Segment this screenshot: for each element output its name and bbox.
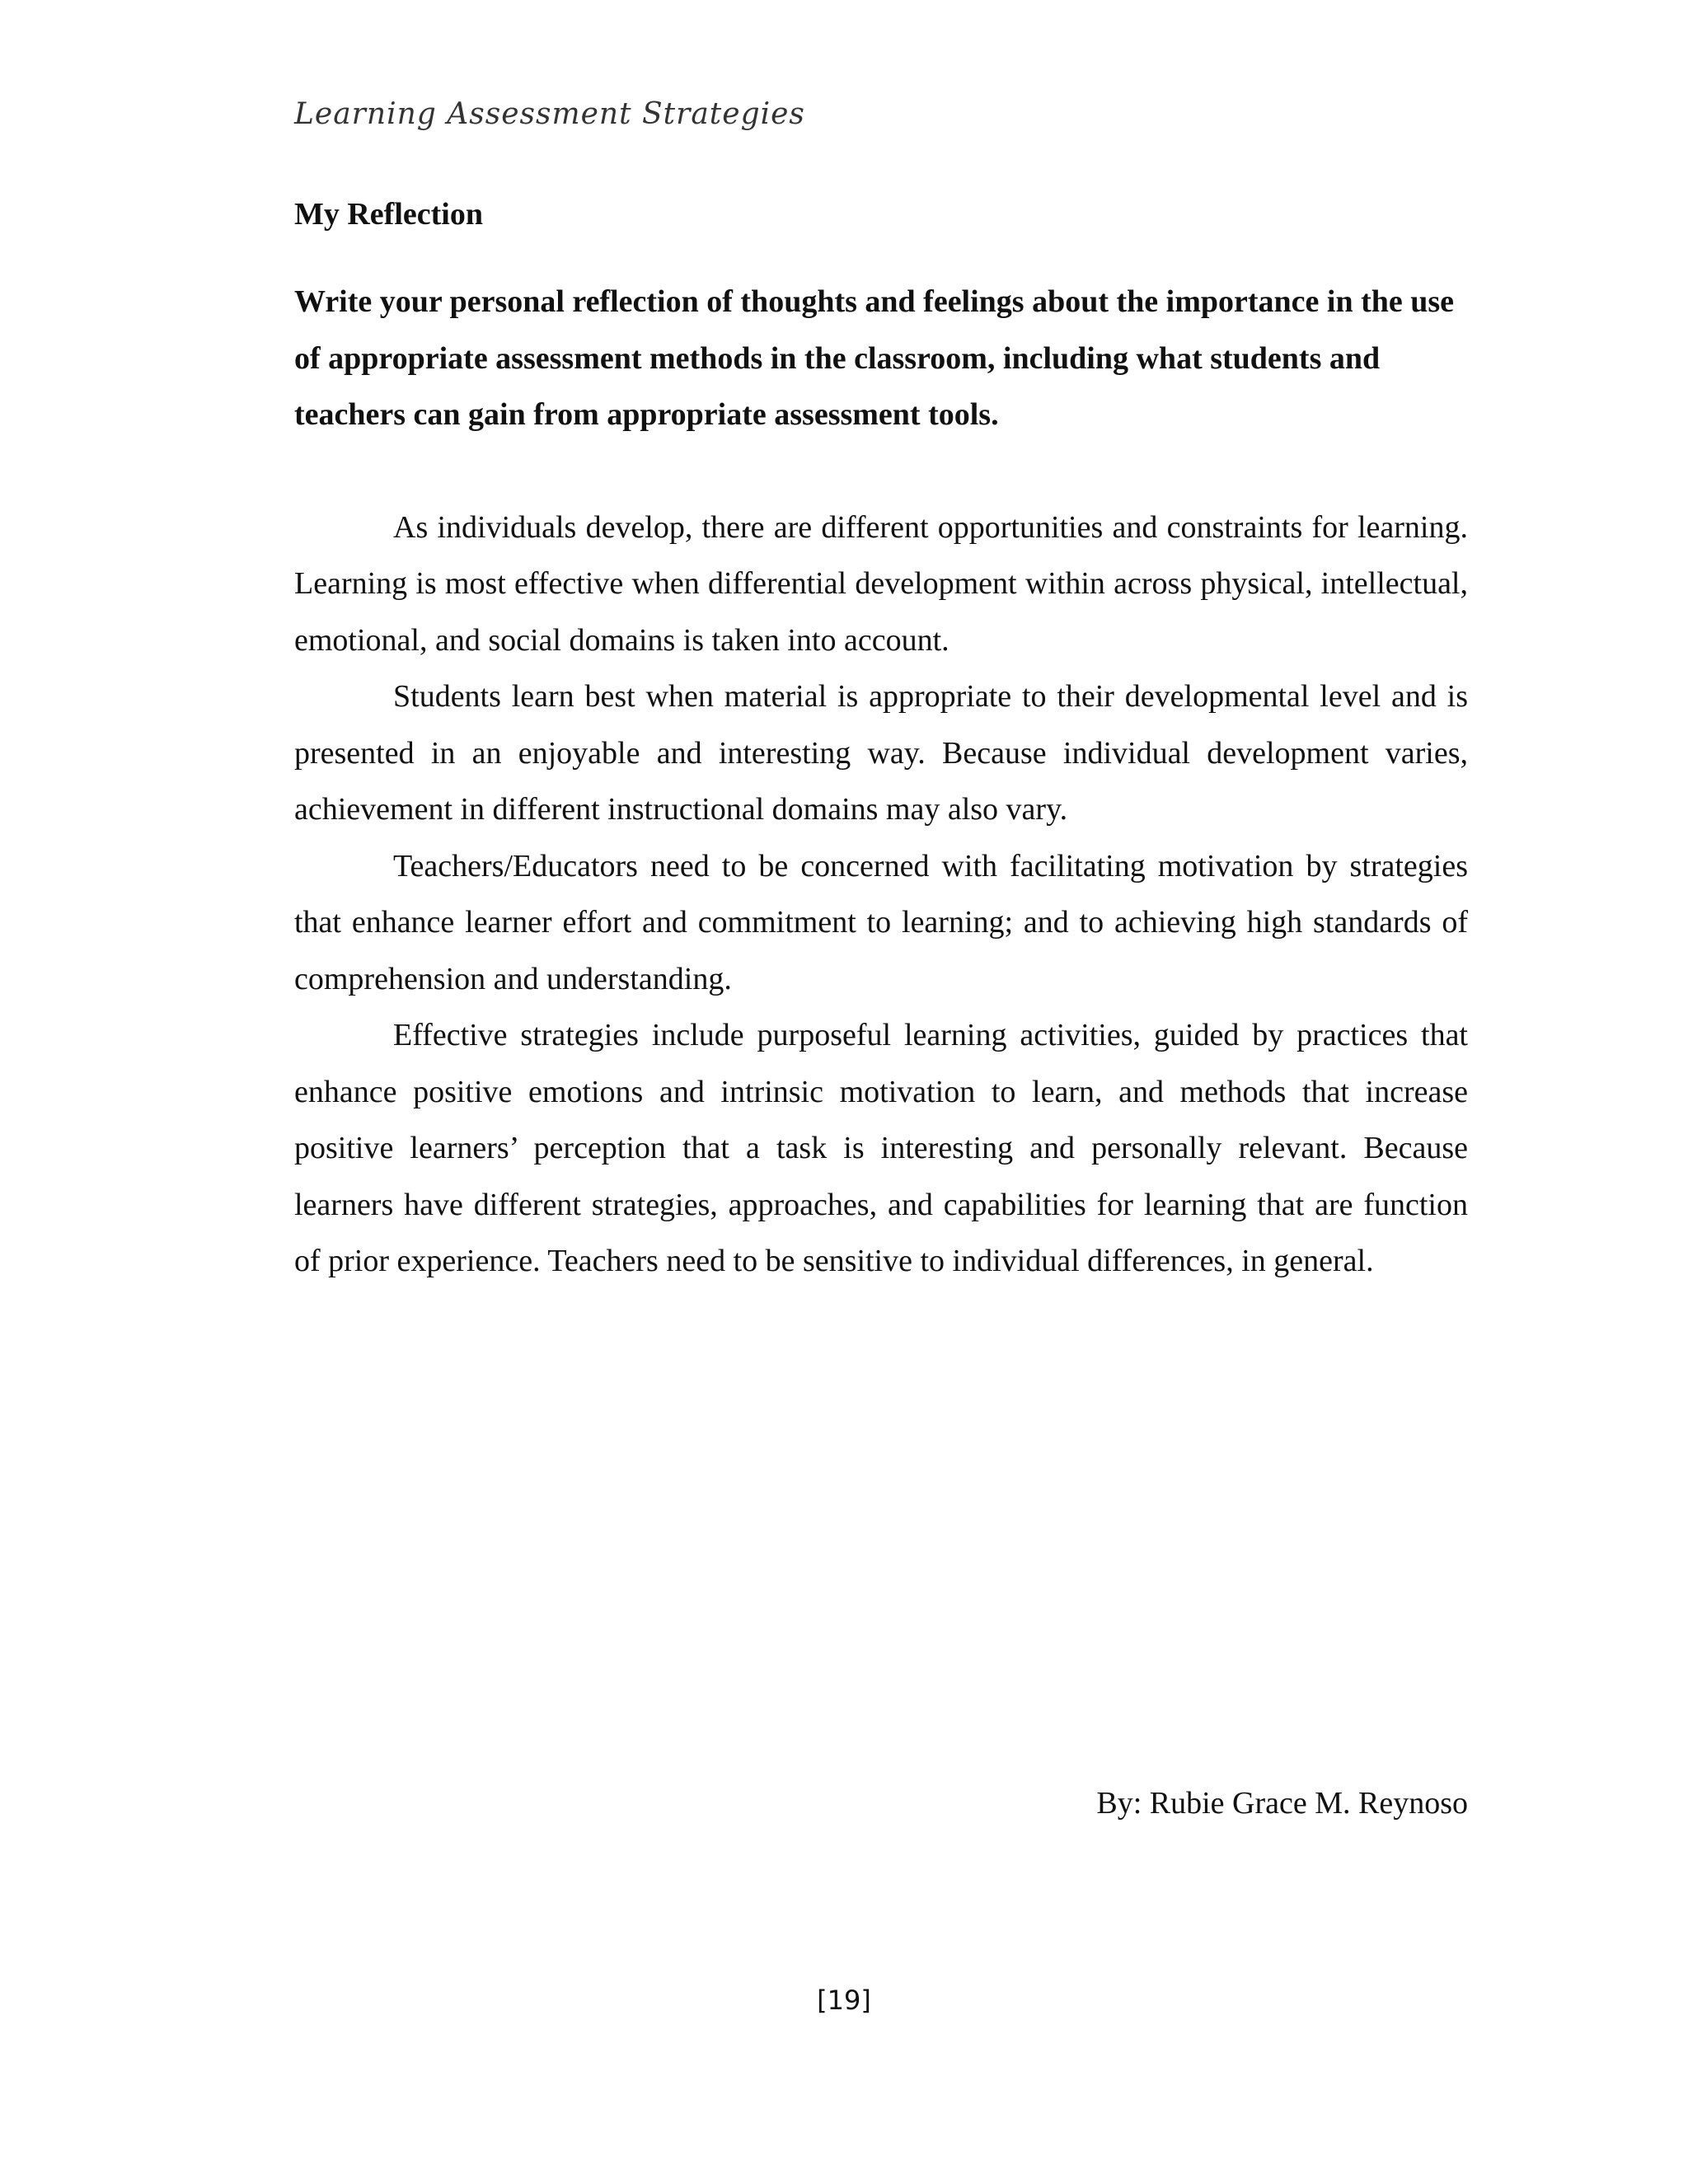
paragraph: Students learn best when material is appropriate to their developmental level and is presented in an enjoyable and interesting way. Because individual development varies, achievement in different instructional domains may also vary. xyxy=(294,679,1468,827)
page-number: [19] xyxy=(817,1985,871,2016)
paragraph: As individuals develop, there are different opportunities and constraints for learning. Learning is most effective when differential development within across physical, intellectual, emotional, and social domains is taken into account. xyxy=(294,509,1468,658)
reflection-body xyxy=(294,499,1468,1290)
running-header: Learning Assessment Strategies xyxy=(294,97,805,131)
section-title: My Reflection xyxy=(294,197,483,232)
paragraph: Effective strategies include purposeful learning activities, guided by practices that enhance positive emotions and intrinsic motivation to learn, and methods that increase positive learners’ perception that a task is interesting and personally relevant. Because learners have different strategies, approaches, and capabilities for learning that are function of prior experience. Teachers need to be sensitive to individual differences, in general. xyxy=(294,1018,1468,1278)
paragraph: Teachers/Educators need to be concerned with facilitating motivation by strategies that enhance learner effort and commitment to learning; and to achieving high standards of comprehension and understanding. xyxy=(294,848,1468,996)
main-content xyxy=(294,190,1468,1290)
author-byline: By: Rubie Grace M. Reynoso xyxy=(1096,1786,1468,1821)
reflection-prompt: Write your personal reflection of thoughts and feelings about the importance in the use of appropriate assessment methods in the classroom, including what students and teachers can gain from appropriate assessment tools. xyxy=(294,284,1455,432)
